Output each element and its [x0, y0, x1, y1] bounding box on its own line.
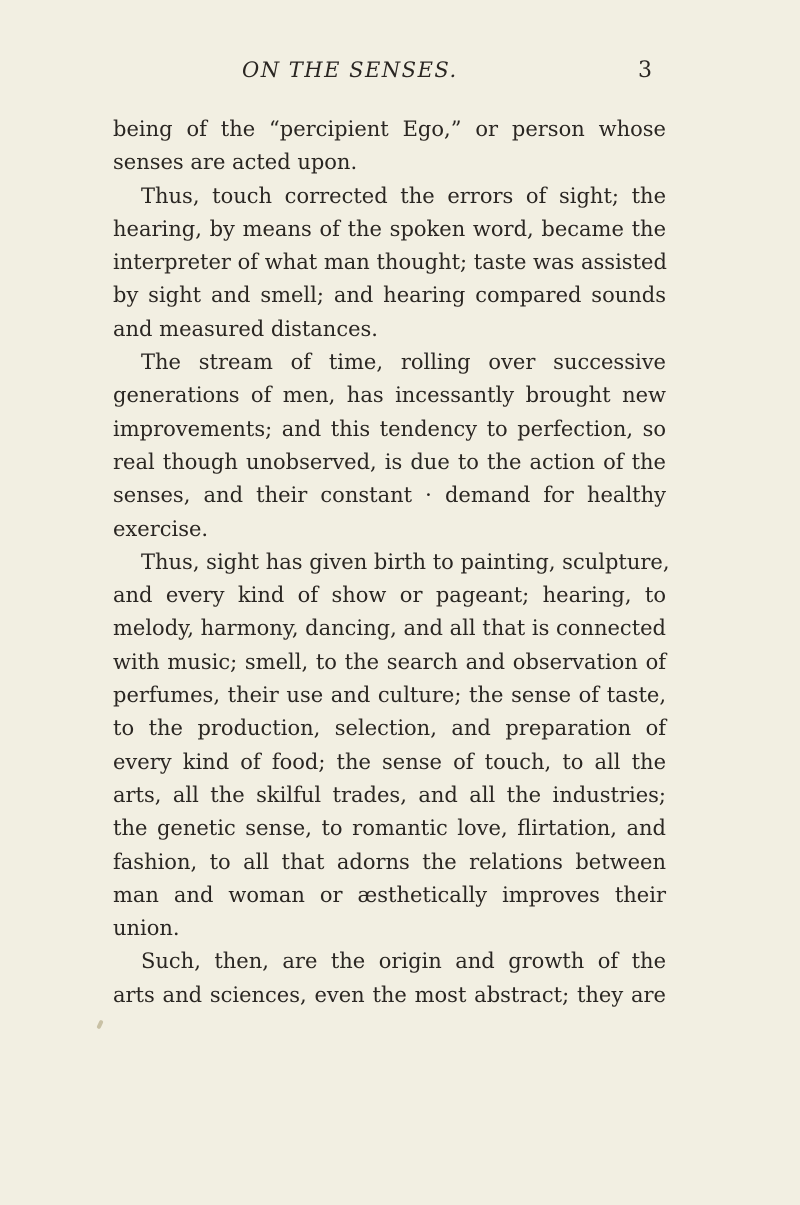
- text-line: fashion, to all that adorns the relations between: [113, 849, 666, 874]
- text-line: senses, and their constant · demand for healthy: [113, 483, 666, 508]
- text-line: interpreter of what man thought; taste was assisted: [113, 250, 667, 275]
- text-line: man and woman or æsthetically improves their: [113, 882, 666, 907]
- text-line: real though unobserved, is due to the action of the: [113, 449, 666, 474]
- text-line: by sight and smell; and hearing compared sounds: [113, 283, 666, 308]
- text-line: hearing, by means of the spoken word, became the: [113, 216, 666, 241]
- text-line: Thus, sight has given birth to painting, sculpture,: [141, 549, 670, 574]
- text-line: Thus, touch corrected the errors of sight; the: [141, 183, 666, 208]
- text-line: Such, then, are the origin and growth of the: [141, 949, 666, 974]
- text-line: melody, harmony, dancing, and all that is connected: [113, 616, 666, 641]
- text-line: being of the “percipient Ego,” or person whose: [113, 117, 666, 141]
- text-line: senses are acted upon.: [113, 150, 358, 175]
- text-line: arts and sciences, even the most abstract; they are: [113, 982, 666, 1007]
- text-line: improvements; and this tendency to perfection, so: [113, 416, 666, 441]
- body-text: [113, 113, 670, 1012]
- running-title: ON THE SENSES.: [242, 58, 458, 82]
- text-line: to the production, selection, and preparation of: [113, 716, 666, 741]
- text-line: every kind of food; the sense of touch, to all the: [113, 749, 666, 774]
- text-line: exercise.: [113, 516, 209, 541]
- text-line: generations of men, has incessantly brought new: [113, 383, 666, 408]
- text-line: and measured distances.: [113, 316, 378, 341]
- text-line: union.: [113, 916, 180, 941]
- text-line: arts, all the skilful trades, and all the industries;: [113, 782, 666, 807]
- running-head: [0, 58, 800, 88]
- text-line: and every kind of show or pageant; hearing, to: [113, 583, 666, 608]
- text-line: with music; smell, to the search and observation of: [113, 649, 666, 674]
- paper-speck: [96, 1020, 103, 1030]
- text-line: perfumes, their use and culture; the sense of taste,: [113, 683, 666, 708]
- text-line: The stream of time, rolling over successive: [141, 350, 666, 375]
- page-number: 3: [638, 58, 652, 83]
- text-line: the genetic sense, to romantic love, flirtation, and: [113, 816, 666, 841]
